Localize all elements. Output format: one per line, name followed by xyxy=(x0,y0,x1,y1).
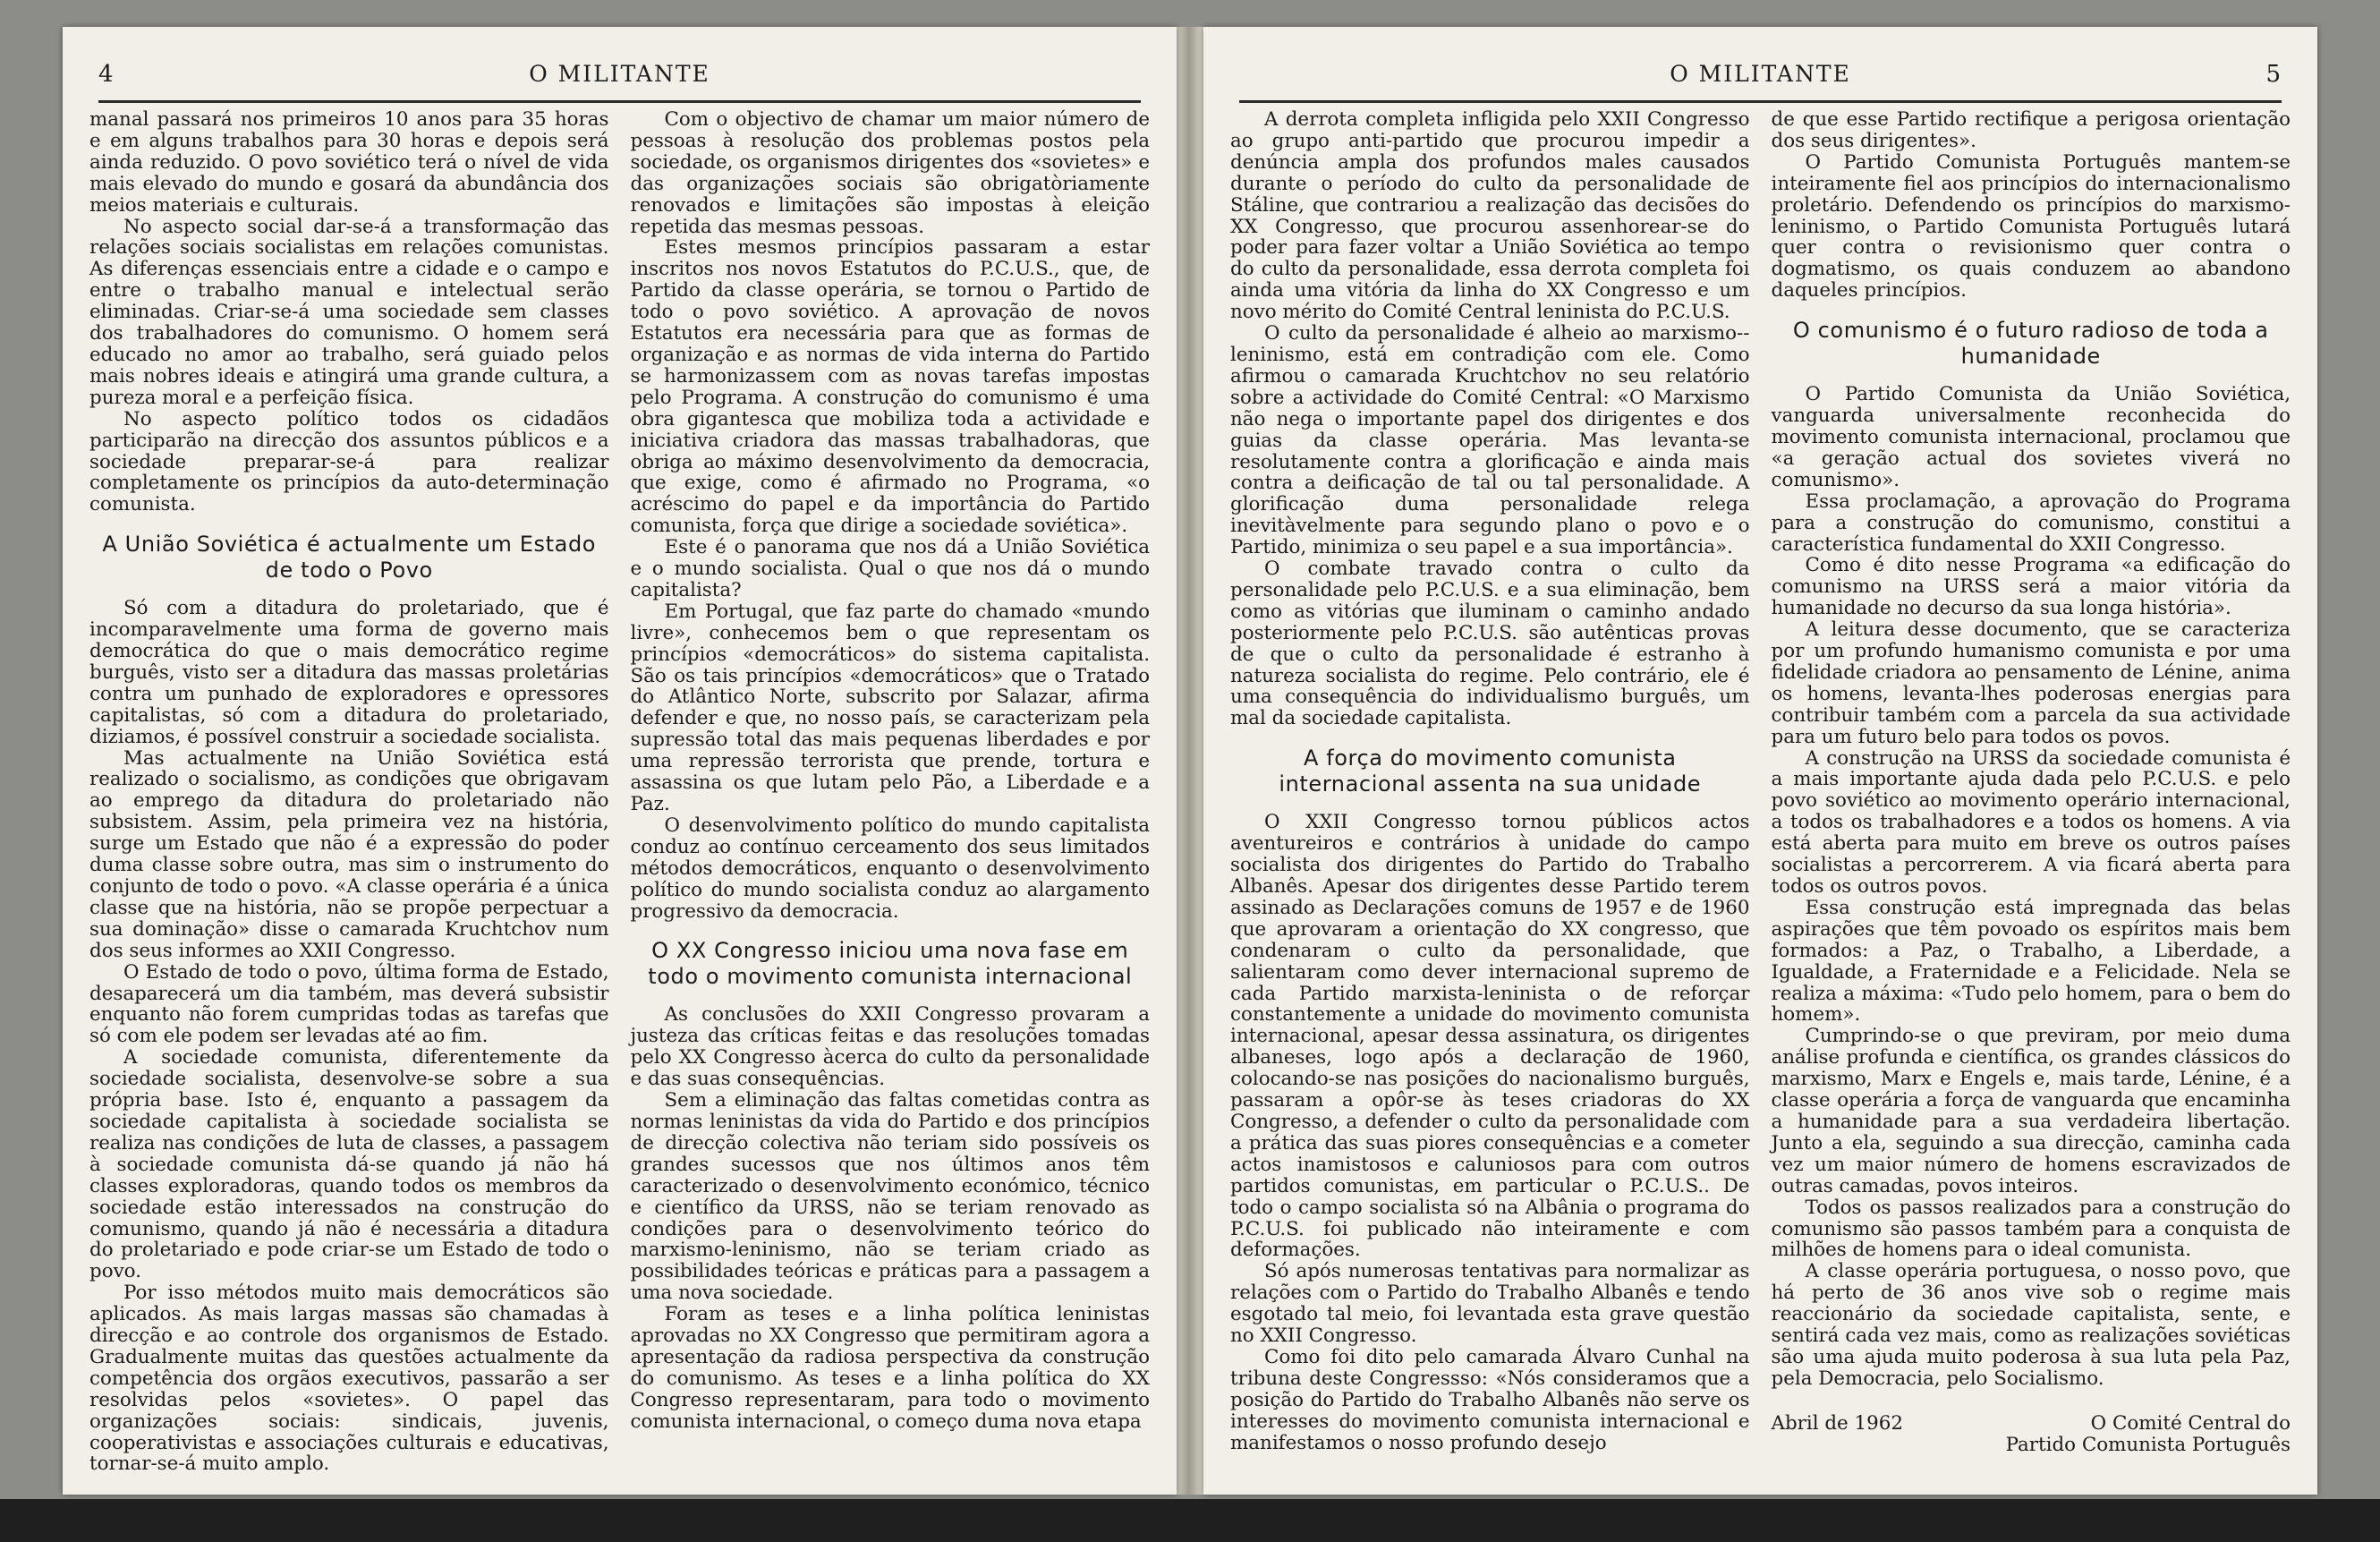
paragraph: Estes mesmos princípios passaram a estar inscritos nos novos Estatutos do P.C.U.S., que, de Partido da classe operária, se tornou o Partido de todo o povo soviético. A aprovação de novos Estatutos era necessária para que as formas de organização e as normas de vida interna do Partido se harmonizassem com as novas tarefas impostas pelo Programa. A construção do comunismo é uma obra gigantesca que mobiliza toda a actividade e iniciativa criadora das massas trabalhadoras, que obriga ao máximo desenvolvimento da democracia, que exige, como é afirmado no Programa, «o acréscimo do papel e da importância do Partido comunista, força que dirige a sociedade soviética». xyxy=(630,236,1150,538)
left-col-1 xyxy=(89,108,609,1476)
paragraph: O XXII Congresso tornou públicos actos aventureiros e contrários à unidade do campo socialista dos dirigentes do Partido do Trabalho Albanês. Apesar dos dirigentes desse Partido terem assinado as Declarações comuns de 1957 e de 1960 que aprovaram a orientação do XX congresso, que condenaram o culto da personalidade, que salientaram como dever internacional supremo de cada Partido marxista-leninista o de reforçar constantemente a unidade do movimento comunista internacional, apesar dessa assinatura, os dirigentes albaneses, logo após a declaração de 1960, colocando-se nas posições do nacionalismo burguês, passaram a opôr-se às teses criadoras do XX Congresso, a defender o culto da personalidade com a prática das suas piores consequências e a cometer actos inamistosos e caluniosos para com outros partidos comunistas, em particular o P.C.U.S.. De todo o campo socialista só na Albânia o programa do P.C.U.S. foi publicado não inteiramente e com deformações. xyxy=(1230,811,1750,1262)
right-col-1 xyxy=(1230,109,1750,1459)
signatory-line-2: Partido Comunista Português xyxy=(2005,1433,2291,1456)
columns-right xyxy=(1230,109,2291,1459)
paragraph: Só com a ditadura do proletariado, que é incomparavelmente uma forma de governo mais democrática do que o mais democrático regime burguês, visto ser a ditadura das massas proletárias contra um punhado de exploradores e opressores capitalistas, só com a ditadura do proletariado, diziamos, é possível construir a sociedade socialista. xyxy=(89,597,609,748)
paragraph: A leitura desse documento, que se caracteriza por um profundo humanismo comunista e por uma fidelidade criadora ao pensamento de Lénine, anima os homens, levanta-lhes poderosas energias para contribuir também com a parcela da sua actividade para um futuro belo para todos os povos. xyxy=(1771,618,2291,748)
running-header-left xyxy=(98,61,1141,103)
paragraph: O combate travado contra o culto da personalidade pelo P.C.U.S. e a sua eliminação, bem como as vitórias que iluminam o caminho andado posteriormente pelo P.C.U.S. são autênticas provas de que o culto da personalidade é estranho à natureza socialista do regime. Pelo contrário, ele é uma consequência do individualismo burguês, um mal da sociedade capitalista. xyxy=(1230,558,1750,730)
section-heading: O comunismo é o futuro radioso de toda a humanidade xyxy=(1792,318,2269,370)
signature-block xyxy=(1772,1413,2291,1456)
section-heading: A União Soviética é actualmente um Estado de todo o Povo xyxy=(102,532,597,584)
page-left xyxy=(63,27,1177,1495)
paragraph: O culto da personalidade é alheio ao marxismo--leninismo, está em contradição com ele. Como afirmou o camarada Kruchtchov no seu relatório sobre a actividade do Comité Central: «O Marxismo não nega o importante papel dos dirigentes e dos guias da classe operária. Mas levanta-se resolutamente contra a glorificação e ainda mais contra a deificação de tal ou tal personalidade. A glorificação duma personalidade relega inevitàvelmente para segundo plano o povo e o Partido, minimiza o seu papel e a sua importância». xyxy=(1230,322,1750,559)
paragraph: A classe operária portuguesa, o nosso povo, que há perto de 36 anos vive sob o regime mais reaccionário da sociedade capitalista, sente, e sentirá cada vez mais, como as realizações soviéticas são uma ajuda muito poderosa à sua luta pela Paz, pela Democracia, pelo Socialismo. xyxy=(1771,1260,2291,1390)
newspaper-title-left: O MILITANTE xyxy=(529,61,710,87)
section-heading: O XX Congresso iniciou uma nova fase em todo o movimento comunista internacional xyxy=(648,938,1133,990)
paragraph: Como é dito nesse Programa «a edificação do comunismo na URSS será a maior vitória da humanidade no decurso da sua longa história». xyxy=(1771,554,2291,620)
paragraph: A sociedade comunista, diferentemente da sociedade socialista, desenvolve-se sobre a sua própria base. Isto é, enquanto a passagem da sociedade capitalista à sociedade socialista se realiza nas condições de luta de classes, a passagem à sociedade comunista dá-se quando já não há classes exploradoras, quando todos os membros da sociedade estão interessados na construção do comunismo, quando já não é necessária a ditadura do proletariado e pode criar-se um Estado de todo o povo. xyxy=(89,1046,609,1283)
paragraph: A derrota completa infligida pelo XXII Congresso ao grupo anti-partido que procurou impedir a denúncia ampla dos profundos males causados durante o período do culto da personalidade de Stáline, que contrariou a realização das decisões do XX Congresso, que procurou assenhorear-se do poder para fazer voltar a União Soviética ao tempo do culto da personalidade, essa derrota completa foi ainda uma vitória da linha do XX Congresso e um novo mérito do Comité Central leninista do P.C.U.S. xyxy=(1230,108,1750,324)
page-number-left: 4 xyxy=(98,61,115,88)
page-number-right: 5 xyxy=(2265,61,2282,88)
paragraph: Essa construção está impregnada das belas aspirações que têm povoado os espíritos mais bem formados: a Paz, o Trabalho, a Liberdade, a Igualdade, a Fraternidade e a Felicidade. Nela se realiza a máxima: «Tudo pelo homem, para o bem do homem». xyxy=(1771,896,2291,1027)
paragraph: A construção na URSS da sociedade comunista é a mais importante ajuda dada pelo P.C.U.S. e pelo povo soviético ao movimento operário internacional, a todos os trabalhadores e a todos os homens. A via está aberta para muito em breve os outros países socialistas a percorrerem. A via ficará aberta para todos os outros povos. xyxy=(1771,746,2291,898)
paragraph: Em Portugal, que faz parte do chamado «mundo livre», conhecemos bem o que representam os princípios «democráticos» do sistema capitalista. São os tais princípios «democráticos» que o Tratado do Atlântico Norte, subscrito por Salazar, afirma defender e que, no nosso país, se caracterizam pela supressão total das mais pequenas liberdades e por uma repressão terrorista que prende, tortura e assassina os que lutam pelo Pão, a Liberdade e a Paz. xyxy=(630,600,1150,815)
paragraph: O Partido Comunista da União Soviética, vanguarda universalmente reconhecida do movimento comunista internacional, proclamou que «a geração actual dos sovietes viverá no comunismo». xyxy=(1771,383,2291,491)
paragraph: O Estado de todo o povo, última forma de Estado, desaparecerá um dia também, mas deverá subsistir enquanto não forem cumpridas todas as tarefas que só com ele podem ser levadas até ao fim. xyxy=(89,960,609,1048)
paragraph: Foram as teses e a linha política leninistas aprovadas no XX Congresso que permitiram agora a apresentação da radiosa perspectiva da construção do comunismo. As teses e a linha política do XX Congresso representaram, para todo o movimento comunista internacional, o começo duma nova etapa xyxy=(630,1303,1150,1433)
running-header-right xyxy=(1239,61,2282,103)
scanner-bed-edge xyxy=(0,1499,2380,1542)
paragraph: Por isso métodos muito mais democráticos são aplicados. As mais largas massas são chamadas à direcção e ao controle dos organismos de Estado. Gradualmente muitas das questões actualmente da competência dos orgãos executivos, passarão a ser resolvidas pelos «sovietes». O papel das organizações sociais: sindicais, juvenis, cooperativistas e associações culturais e educativas, tornar-se-á muito amplo. xyxy=(89,1282,609,1476)
paragraph: No aspecto social dar-se-á a transformação das relações sociais socialistas em relações comunistas. As diferenças essenciais entre a cidade e o campo e entre o trabalho manual e intelectual serão eliminadas. Criar-se-á uma sociedade sem classes dos trabalhadores do comunismo. O homem será educado no amor ao trabalho, será guiado pelos mais nobres ideais e atingirá uma grande cultura, a pureza moral e a perfeição física. xyxy=(89,215,609,409)
paragraph: Essa proclamação, a aprovação do Programa para a construção do comunismo, constitui a característica fundamental do XXII Congresso. xyxy=(1771,490,2291,556)
paragraph: Cumprindo-se o que previram, por meio duma análise profunda e científica, os grandes clássicos do marxismo, Marx e Engels e, mais tarde, Lénine, é a classe operária a força de vanguarda que encaminha a humanidade para a sua verdadeira libertação. Junto a ela, seguindo a sua direcção, caminha cada vez um maior número de homens escravizados de outras camadas, povos inteiros. xyxy=(1771,1025,2291,1197)
paragraph: manal passará nos primeiros 10 anos para 35 horas e em alguns trabalhos para 30 horas e depois será ainda reduzido. O povo soviético terá o nível de vida mais elevado do mundo e gosará da abundância dos meios materiais e culturais. xyxy=(89,108,609,217)
paragraph: No aspecto político todos os cidadãos participarão na direcção dos assuntos públicos e a sociedade preparar-se-á para realizar completamente os princípios da auto-determinação comunista. xyxy=(89,407,609,516)
signatory xyxy=(2006,1413,2291,1456)
columns-left xyxy=(89,108,1150,1476)
newspaper-title-right: O MILITANTE xyxy=(1670,61,1851,87)
paragraph: Este é o panorama que nos dá a União Soviética e o mundo socialista. Qual o que nos dá o mundo capitalista? xyxy=(630,536,1150,601)
right-col-2 xyxy=(1772,109,2291,1459)
paragraph: Sem a eliminação das faltas cometidas contra as normas leninistas da vida do Partido e dos princípios de direcção colectiva não teriam sido possíveis os grandes sucessos que nos últimos anos têm caracterizado o desenvolvimento económico, técnico e científico da URSS, não se teriam renovado as condições para o desenvolvimento teórico do marxismo-leninismo, não se teriam criado as possibilidades teóricas e práticas para a passagem a uma nova sociedade. xyxy=(630,1089,1150,1305)
paragraph: Com o objectivo de chamar um maior número de pessoas à resolução dos problemas postos pela sociedade, os organismos dirigentes dos «sovietes» e das organizações sociais são obrigatòriamente renovados e limitações são impostas à eleição repetida das mesmas pessoas. xyxy=(630,108,1150,238)
left-col-2 xyxy=(631,109,1151,1459)
paragraph: As conclusões do XXII Congresso provaram a justeza das críticas feitas e das resoluções tomadas pelo XX Congresso àcerca do culto da personalidade e das suas consequências. xyxy=(630,1003,1150,1091)
paragraph: O Partido Comunista Português mantem-se inteiramente fiel aos princípios do internacionalismo proletário. Defendendo os princípios do marxismo-leninismo, o Partido Comunista Português lutará quer contra o revisionismo quer contra o dogmatismo, os quais conduzem ao abandono daqueles princípios. xyxy=(1771,150,2291,302)
paragraph: de que esse Partido rectifique a perigosa orientação dos seus dirigentes». xyxy=(1771,108,2291,152)
paragraph: Só após numerosas tentativas para normalizar as relações com o Partido do Trabalho Albanês e tendo esgotado tal meio, foi levantada esta grave questão no XXII Congresso. xyxy=(1230,1260,1750,1348)
document-date: Abril de 1962 xyxy=(1771,1411,1903,1435)
paragraph: Mas actualmente na União Soviética está realizado o socialismo, as condições que obrigavam ao emprego da ditadura do proletariado não subsistem. Assim, pela primeira vez na história, surge um Estado que não é a expressão do poder duma classe sobre outra, mas sim o instrumento do conjunto de todo o povo. «A classe operária é a única classe que na história, não se propõe perpectuar a sua dominação» disse o camarada Kruchtchov num dos seus informes ao XXII Congresso. xyxy=(89,746,609,962)
page-right xyxy=(1203,27,2317,1495)
paragraph: O desenvolvimento político do mundo capitalista conduz ao contínuo cerceamento dos seus limitados métodos democráticos, enquanto o desenvolvimento político do mundo socialista conduz ao alargamento progressivo da democracia. xyxy=(630,814,1150,923)
paragraph: Como foi dito pelo camarada Álvaro Cunhal na tribuna deste Congressso: «Nós consideramos que a posição do Partido do Trabalho Albanês não serve os interesses do movimento comunista internacional e manifestamos o nosso profundo desejo xyxy=(1230,1345,1750,1454)
section-heading: A força do movimento comunista internacional assenta na sua unidade xyxy=(1279,745,1702,797)
signatory-line-1: O Comité Central do xyxy=(2090,1411,2291,1435)
paragraph: Todos os passos realizados para a construção do comunismo são passos também para a conquista de milhões de homens para o ideal comunista. xyxy=(1771,1196,2291,1262)
book-gutter xyxy=(1177,27,1203,1495)
